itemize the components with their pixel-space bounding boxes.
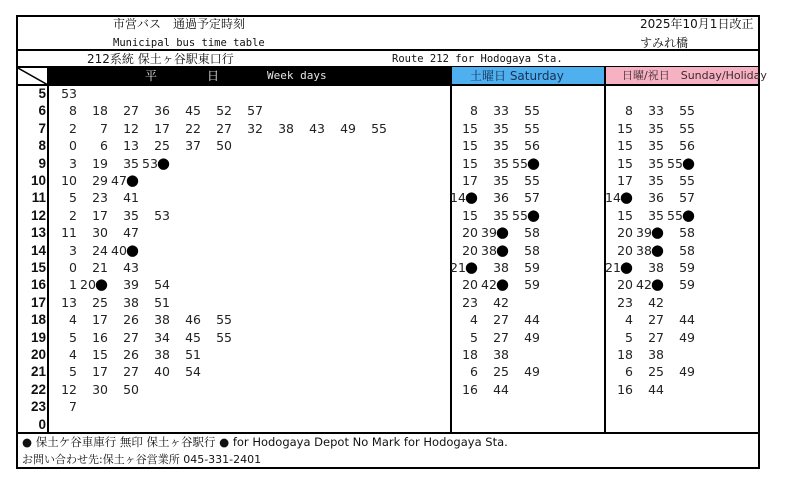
minute: 49 <box>524 364 540 380</box>
stop-name: すみれ橋 <box>640 36 689 50</box>
departure-time <box>655 224 695 241</box>
departure-time <box>655 363 695 380</box>
hour-label: 5 <box>38 86 46 101</box>
departure-time <box>99 381 139 398</box>
minute: 50 <box>216 138 232 154</box>
hour-label: 19 <box>30 329 46 345</box>
departure-time-depot <box>130 155 170 172</box>
minute: 27 <box>123 103 139 119</box>
hour-label: 23 <box>30 399 46 415</box>
departure-time <box>500 102 540 119</box>
minute: 20 <box>462 225 478 241</box>
departure-time <box>99 224 139 241</box>
depot-mark-icon: ● <box>650 223 664 242</box>
minute: 38 <box>648 260 664 275</box>
hour-label: 12 <box>30 207 46 223</box>
minute: 55 <box>667 207 683 223</box>
minute: 50 <box>123 381 139 397</box>
weekday-label-1: 平 <box>145 69 158 83</box>
minute: 26 <box>123 312 139 328</box>
minute: 35 <box>123 155 139 171</box>
minute: 49 <box>679 364 695 380</box>
minute: 35 <box>648 173 664 188</box>
minute: 53 <box>61 86 77 101</box>
minute: 7 <box>69 399 77 415</box>
revision-date: 2025年10月1日改正 <box>640 17 754 31</box>
minute: 35 <box>493 138 509 154</box>
minute: 33 <box>493 103 509 119</box>
minute: 44 <box>493 381 509 397</box>
minute: 4 <box>625 312 633 328</box>
departure-time <box>500 242 540 259</box>
minute: 15 <box>617 207 633 223</box>
minute: 33 <box>648 103 664 119</box>
departure-time <box>655 329 695 346</box>
minute: 35 <box>123 207 139 223</box>
minute: 41 <box>123 190 139 206</box>
minute: 20 <box>462 242 478 258</box>
minute: 2 <box>69 207 77 223</box>
minute: 58 <box>524 225 540 241</box>
minute: 17 <box>617 173 633 188</box>
minute: 5 <box>470 329 478 345</box>
minute: 11 <box>61 225 77 241</box>
minute: 8 <box>69 103 77 119</box>
minute: 17 <box>462 173 478 188</box>
minute: 4 <box>69 347 77 362</box>
departure-time <box>37 85 77 102</box>
minute: 59 <box>679 277 695 293</box>
minute: 45 <box>185 329 201 345</box>
depot-mark-icon: ● <box>526 205 540 224</box>
minute: 27 <box>123 329 139 345</box>
minute: 17 <box>92 312 108 328</box>
departure-time <box>500 172 540 189</box>
minute: 20 <box>617 225 633 241</box>
minute: 27 <box>648 329 664 345</box>
minute: 19 <box>92 155 108 171</box>
minute: 7 <box>100 120 108 136</box>
minute: 20 <box>617 242 633 258</box>
minute: 55 <box>679 103 695 119</box>
saturday-label: 土曜日 Saturday <box>470 69 564 83</box>
minute: 55 <box>512 207 528 223</box>
route-en: Route 212 for Hodogaya Sta. <box>392 53 563 65</box>
minute: 52 <box>216 103 232 119</box>
minute: 55 <box>524 120 540 136</box>
depot-mark-icon: ● <box>495 275 509 294</box>
minute: 15 <box>617 120 633 136</box>
departure-time <box>655 172 695 189</box>
minute: 22 <box>185 120 201 136</box>
depot-mark-icon: ● <box>681 205 695 224</box>
minute: 54 <box>154 277 170 293</box>
departure-time <box>655 102 695 119</box>
depot-mark-icon: ● <box>495 240 509 259</box>
departure-time-depot <box>655 155 695 172</box>
depot-mark-icon: ● <box>650 240 664 259</box>
hour-label: 14 <box>30 242 46 258</box>
departure-time <box>469 346 509 363</box>
minute: 42 <box>493 294 509 310</box>
minute: 23 <box>617 294 633 310</box>
minute: 15 <box>617 155 633 171</box>
minute: 57 <box>524 190 540 206</box>
departure-time <box>624 294 664 311</box>
minute: 55 <box>216 329 232 345</box>
minute: 15 <box>617 138 633 154</box>
minute: 16 <box>92 329 108 345</box>
depot-mark-icon: ● <box>94 275 108 294</box>
minute: 36 <box>154 103 170 119</box>
departure-time-depot <box>500 207 540 224</box>
depot-mark-icon: ● <box>650 275 664 294</box>
minute: 27 <box>493 312 509 328</box>
minute: 37 <box>185 138 201 154</box>
minute: 16 <box>462 381 478 397</box>
departure-time-depot <box>99 242 139 259</box>
minute: 43 <box>309 120 325 136</box>
title-ja: 市営バス 通過予定時刻 <box>113 17 246 31</box>
minute: 55 <box>524 173 540 188</box>
minute: 56 <box>679 138 695 154</box>
minute: 12 <box>61 381 77 397</box>
title-en: Municipal bus time table <box>113 37 265 49</box>
minute: 13 <box>123 138 139 154</box>
departure-time <box>347 120 387 137</box>
departure-time <box>130 207 170 224</box>
hour-label: 21 <box>30 364 46 380</box>
minute: 39 <box>481 225 497 241</box>
minute: 0 <box>69 138 77 154</box>
weekday-label-2: 日 <box>207 69 220 83</box>
minute: 27 <box>493 329 509 345</box>
minute: 35 <box>493 120 509 136</box>
depot-mark-icon: ● <box>125 171 139 189</box>
minute: 20 <box>462 277 478 293</box>
minute: 23 <box>462 294 478 310</box>
minute: 56 <box>524 138 540 154</box>
minute: 3 <box>69 242 77 258</box>
departure-time <box>500 137 540 154</box>
minute: 42 <box>636 277 652 293</box>
minute: 4 <box>470 312 478 328</box>
minute: 18 <box>92 103 108 119</box>
minute: 59 <box>524 277 540 293</box>
departure-time <box>99 259 139 276</box>
minute: 51 <box>185 347 201 362</box>
minute: 57 <box>679 190 695 206</box>
minute: 55 <box>667 155 683 171</box>
minute: 17 <box>154 120 170 136</box>
hour-label: 9 <box>38 155 46 171</box>
route-ja: 212系統 保土ヶ谷駅東口行 <box>87 52 234 66</box>
minute: 15 <box>92 347 108 362</box>
departure-time <box>655 276 695 293</box>
departure-time <box>655 311 695 328</box>
minute: 29 <box>92 173 108 188</box>
minute: 17 <box>92 364 108 380</box>
weekday-label-en: Week days <box>267 69 327 82</box>
minute: 21 <box>605 260 621 275</box>
hour-label: 15 <box>30 260 46 275</box>
depot-mark-icon: ● <box>619 258 633 276</box>
departure-time <box>192 311 232 328</box>
departure-time <box>655 189 695 206</box>
hour-label: 11 <box>31 190 46 206</box>
minute: 45 <box>185 103 201 119</box>
minute: 42 <box>648 294 664 310</box>
departure-time <box>469 381 509 398</box>
minute: 5 <box>69 364 77 380</box>
minute: 49 <box>340 120 356 136</box>
departure-time <box>99 189 139 206</box>
minute: 42 <box>481 277 497 293</box>
departure-time <box>500 189 540 206</box>
minute: 5 <box>69 329 77 345</box>
minute: 14 <box>605 190 621 206</box>
hour-label: 7 <box>38 120 46 136</box>
minute: 26 <box>123 347 139 362</box>
minute: 38 <box>493 260 509 275</box>
departure-time <box>500 311 540 328</box>
minute: 12 <box>123 120 139 136</box>
minute: 35 <box>648 120 664 136</box>
minute: 55 <box>524 103 540 119</box>
departure-time <box>624 381 664 398</box>
minute: 38 <box>481 242 497 258</box>
minute: 58 <box>524 242 540 258</box>
divider-header <box>16 84 760 86</box>
minute: 58 <box>679 242 695 258</box>
minute: 35 <box>493 155 509 171</box>
minute: 46 <box>185 312 201 328</box>
hour-label: 16 <box>30 277 46 293</box>
departure-time <box>192 137 232 154</box>
minute: 18 <box>462 347 478 362</box>
minute: 10 <box>61 173 77 188</box>
minute: 15 <box>462 120 478 136</box>
minute: 20 <box>617 277 633 293</box>
contact-info: お問い合わせ先:保土ヶ谷営業所 045-331-2401 <box>22 453 262 466</box>
sunday-label: 日曜/祝日 Sunday/Holiday <box>622 69 767 82</box>
minute: 40 <box>154 364 170 380</box>
minute: 30 <box>92 381 108 397</box>
departure-time <box>500 120 540 137</box>
minute: 8 <box>625 103 633 119</box>
minute: 54 <box>185 364 201 380</box>
minute: 27 <box>123 364 139 380</box>
minute: 23 <box>92 190 108 206</box>
minute: 55 <box>512 155 528 171</box>
minute: 44 <box>648 381 664 397</box>
minute: 57 <box>247 103 263 119</box>
minute: 27 <box>216 120 232 136</box>
minute: 13 <box>61 294 77 310</box>
hour-label: 22 <box>30 381 46 397</box>
minute: 4 <box>69 312 77 328</box>
minute: 5 <box>625 329 633 345</box>
minute: 44 <box>679 312 695 328</box>
minute: 6 <box>100 138 108 154</box>
minute: 8 <box>470 103 478 119</box>
minute: 30 <box>92 225 108 241</box>
depot-mark-icon: ● <box>156 153 170 172</box>
minute: 16 <box>617 381 633 397</box>
minute: 39 <box>123 277 139 293</box>
departure-time <box>655 137 695 154</box>
minute: 36 <box>493 190 509 206</box>
minute: 55 <box>216 312 232 328</box>
minute: 38 <box>154 312 170 328</box>
departure-time <box>500 224 540 241</box>
departure-time <box>161 346 201 363</box>
departure-time <box>469 294 509 311</box>
minute: 3 <box>69 155 77 171</box>
departure-time <box>223 102 263 119</box>
minute: 18 <box>617 347 633 362</box>
minute: 35 <box>648 138 664 154</box>
minute: 15 <box>462 155 478 171</box>
corner-diagonal <box>18 68 48 85</box>
minute: 38 <box>648 347 664 362</box>
minute: 14 <box>450 190 466 206</box>
minute: 55 <box>679 120 695 136</box>
minute: 25 <box>154 138 170 154</box>
minute: 25 <box>648 364 664 380</box>
minute: 55 <box>679 173 695 188</box>
minute: 5 <box>69 190 77 206</box>
minute: 15 <box>462 138 478 154</box>
minute: 35 <box>648 155 664 171</box>
minute: 20 <box>80 277 96 293</box>
depot-mark-icon: ● <box>681 153 695 172</box>
minute: 35 <box>648 207 664 223</box>
minute: 55 <box>371 120 387 136</box>
minute: 43 <box>123 260 139 275</box>
weekday-header <box>48 67 451 85</box>
minute: 58 <box>679 225 695 241</box>
departure-time <box>500 259 540 276</box>
minute: 38 <box>636 242 652 258</box>
minute: 49 <box>524 329 540 345</box>
minute: 2 <box>69 120 77 136</box>
legend-text: ● 保土ケ谷車庫行 無印 保土ヶ谷駅行 ● for Hodogaya Depot No Mark for Hodogaya Sta. <box>22 435 508 449</box>
hour-label: 17 <box>30 294 46 310</box>
departure-time <box>655 120 695 137</box>
depot-mark-icon: ● <box>495 223 509 242</box>
minute: 38 <box>278 120 294 136</box>
minute: 40 <box>111 242 127 258</box>
minute: 53 <box>142 155 158 171</box>
minute: 6 <box>470 364 478 380</box>
departure-time <box>130 294 170 311</box>
minute: 15 <box>462 207 478 223</box>
depot-mark-icon: ● <box>526 153 540 172</box>
minute: 34 <box>154 329 170 345</box>
departure-time <box>192 329 232 346</box>
minute: 59 <box>679 260 695 275</box>
departure-time <box>655 242 695 259</box>
depot-mark-icon: ● <box>619 188 633 207</box>
minute: 27 <box>648 312 664 328</box>
minute: 21 <box>450 260 466 275</box>
hour-label: 20 <box>30 347 46 362</box>
minute: 38 <box>493 347 509 362</box>
departure-time <box>500 276 540 293</box>
minute: 6 <box>625 364 633 380</box>
minute: 32 <box>247 120 263 136</box>
minute: 44 <box>524 312 540 328</box>
minute: 39 <box>636 225 652 241</box>
depot-mark-icon: ● <box>464 188 478 207</box>
departure-time-depot <box>655 207 695 224</box>
hour-label: 6 <box>38 103 46 119</box>
minute: 25 <box>493 364 509 380</box>
hour-label: 13 <box>30 225 46 241</box>
minute: 53 <box>154 207 170 223</box>
hour-label: 0 <box>38 416 46 432</box>
minute: 35 <box>493 173 509 188</box>
departure-time <box>130 276 170 293</box>
minute: 25 <box>92 294 108 310</box>
minute: 35 <box>493 207 509 223</box>
hour-label: 10 <box>30 173 46 188</box>
minute: 59 <box>524 260 540 275</box>
minute: 47 <box>123 225 139 241</box>
departure-time-depot <box>500 155 540 172</box>
departure-time <box>161 363 201 380</box>
hour-label: 18 <box>30 312 46 328</box>
departure-time <box>500 363 540 380</box>
minute: 49 <box>679 329 695 345</box>
minute: 24 <box>92 242 108 258</box>
minute: 47 <box>111 173 127 188</box>
departure-time <box>655 259 695 276</box>
departure-time <box>624 346 664 363</box>
depot-mark-icon: ● <box>125 240 139 259</box>
depot-mark-icon: ● <box>464 258 478 276</box>
minute: 21 <box>92 260 108 275</box>
minute: 1 <box>69 277 77 293</box>
minute: 51 <box>154 294 170 310</box>
minute: 36 <box>648 190 664 206</box>
departure-time <box>37 398 77 415</box>
departure-time <box>500 329 540 346</box>
minute: 0 <box>69 260 77 275</box>
departure-time-depot <box>99 172 139 189</box>
minute: 17 <box>92 207 108 223</box>
hour-label: 8 <box>38 138 46 154</box>
minute: 38 <box>123 294 139 310</box>
minute: 38 <box>154 347 170 362</box>
